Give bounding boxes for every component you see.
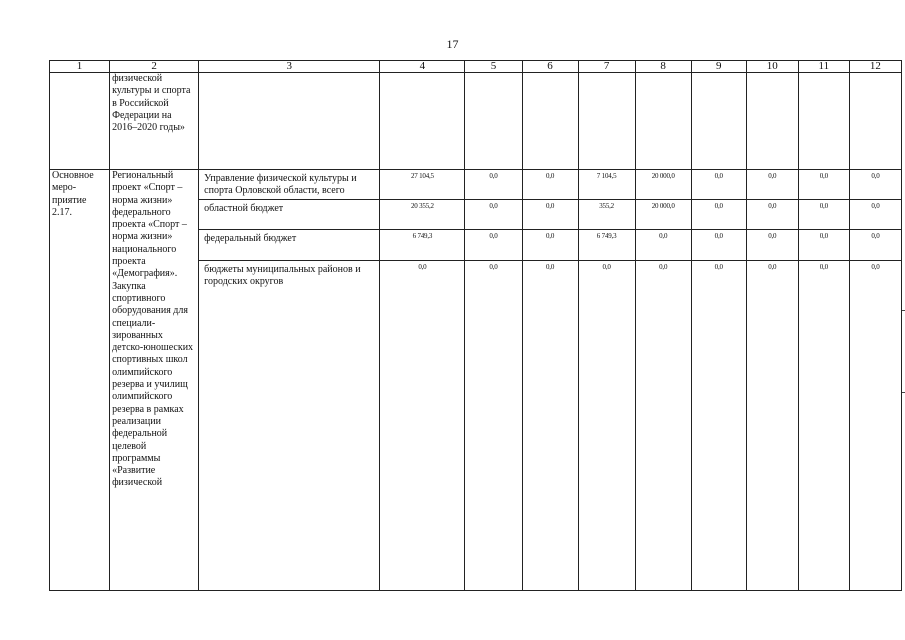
value-cell: 0,0 (522, 200, 578, 230)
value-cell: 0,0 (465, 200, 522, 230)
continuation-description: физической культуры и спорта в Российской Федерации на 2016–2020 годы» (110, 73, 199, 170)
funding-source: Управление физической культуры и спорта Орловской области, всего (199, 170, 380, 200)
value-cell: 0,0 (522, 170, 578, 200)
value-cell: 0,0 (746, 170, 798, 200)
value-cell: 0,0 (578, 261, 635, 591)
empty-cell (746, 73, 798, 170)
empty-cell (465, 73, 522, 170)
budget-table (49, 60, 902, 591)
value-cell: 355,2 (578, 200, 635, 230)
column-header: 10 (746, 61, 798, 73)
empty-cell (849, 73, 901, 170)
value-cell: 0,0 (746, 230, 798, 261)
value-cell: 0,0 (798, 261, 849, 591)
column-header: 2 (110, 61, 199, 73)
column-header: 7 (578, 61, 635, 73)
column-header: 6 (522, 61, 578, 73)
value-cell: 0,0 (798, 230, 849, 261)
value-cell: 0,0 (849, 230, 901, 261)
value-cell: 0,0 (798, 170, 849, 200)
value-cell: 0,0 (691, 230, 746, 261)
value-cell: 0,0 (746, 261, 798, 591)
value-cell: 0,0 (522, 230, 578, 261)
value-cell: 0,0 (849, 200, 901, 230)
header-row (50, 61, 902, 73)
funding-source: федеральный бюджет (199, 230, 380, 261)
activity-description: Региональный проект «Спорт – норма жизни» федерального проекта «Спорт – норма жизни» национального проекта «Демография». Закупка спортивного оборудования для специали-зированных детско-юношеских спортивных школ олимпийского резерва и училищ олимпийского резерва в рамках реализации федеральной целевой программы «Развитие физической (110, 170, 199, 591)
funding-source: областной бюджет (199, 200, 380, 230)
empty-cell (691, 73, 746, 170)
value-cell: 0,0 (465, 230, 522, 261)
value-cell: 6 749,3 (380, 230, 465, 261)
value-cell: 20 000,0 (635, 170, 691, 200)
column-header: 4 (380, 61, 465, 73)
continuation-row (50, 73, 902, 170)
value-cell: 0,0 (465, 261, 522, 591)
column-header: 5 (465, 61, 522, 73)
column-header: 11 (798, 61, 849, 73)
column-header: 9 (691, 61, 746, 73)
value-cell: 7 104,5 (578, 170, 635, 200)
empty-cell (578, 73, 635, 170)
value-cell: 0,0 (465, 170, 522, 200)
value-cell: 0,0 (798, 200, 849, 230)
column-header: 3 (199, 61, 380, 73)
value-cell: 20 355,2 (380, 200, 465, 230)
value-cell: 0,0 (635, 230, 691, 261)
value-cell: 0,0 (849, 170, 901, 200)
column-header: 8 (635, 61, 691, 73)
column-header: 1 (50, 61, 110, 73)
value-cell: 0,0 (746, 200, 798, 230)
value-cell: 0,0 (691, 170, 746, 200)
value-cell: 0,0 (522, 261, 578, 591)
empty-cell (199, 73, 380, 170)
empty-cell (798, 73, 849, 170)
empty-cell (635, 73, 691, 170)
table-row (50, 170, 902, 200)
value-cell: 6 749,3 (578, 230, 635, 261)
funding-source: бюджеты муниципальных районов и городских округов (199, 261, 380, 591)
value-cell: 0,0 (380, 261, 465, 591)
empty-cell (50, 73, 110, 170)
empty-cell (522, 73, 578, 170)
value-cell: 27 104,5 (380, 170, 465, 200)
empty-cell (380, 73, 465, 170)
value-cell: 0,0 (691, 261, 746, 591)
page-number: 17 (446, 37, 459, 51)
value-cell: 0,0 (849, 261, 901, 591)
activity-id: Основное меро-приятие 2.17. (50, 170, 110, 591)
value-cell: 20 000,0 (635, 200, 691, 230)
value-cell: 0,0 (691, 200, 746, 230)
value-cell: 0,0 (635, 261, 691, 591)
column-header: 12 (849, 61, 901, 73)
